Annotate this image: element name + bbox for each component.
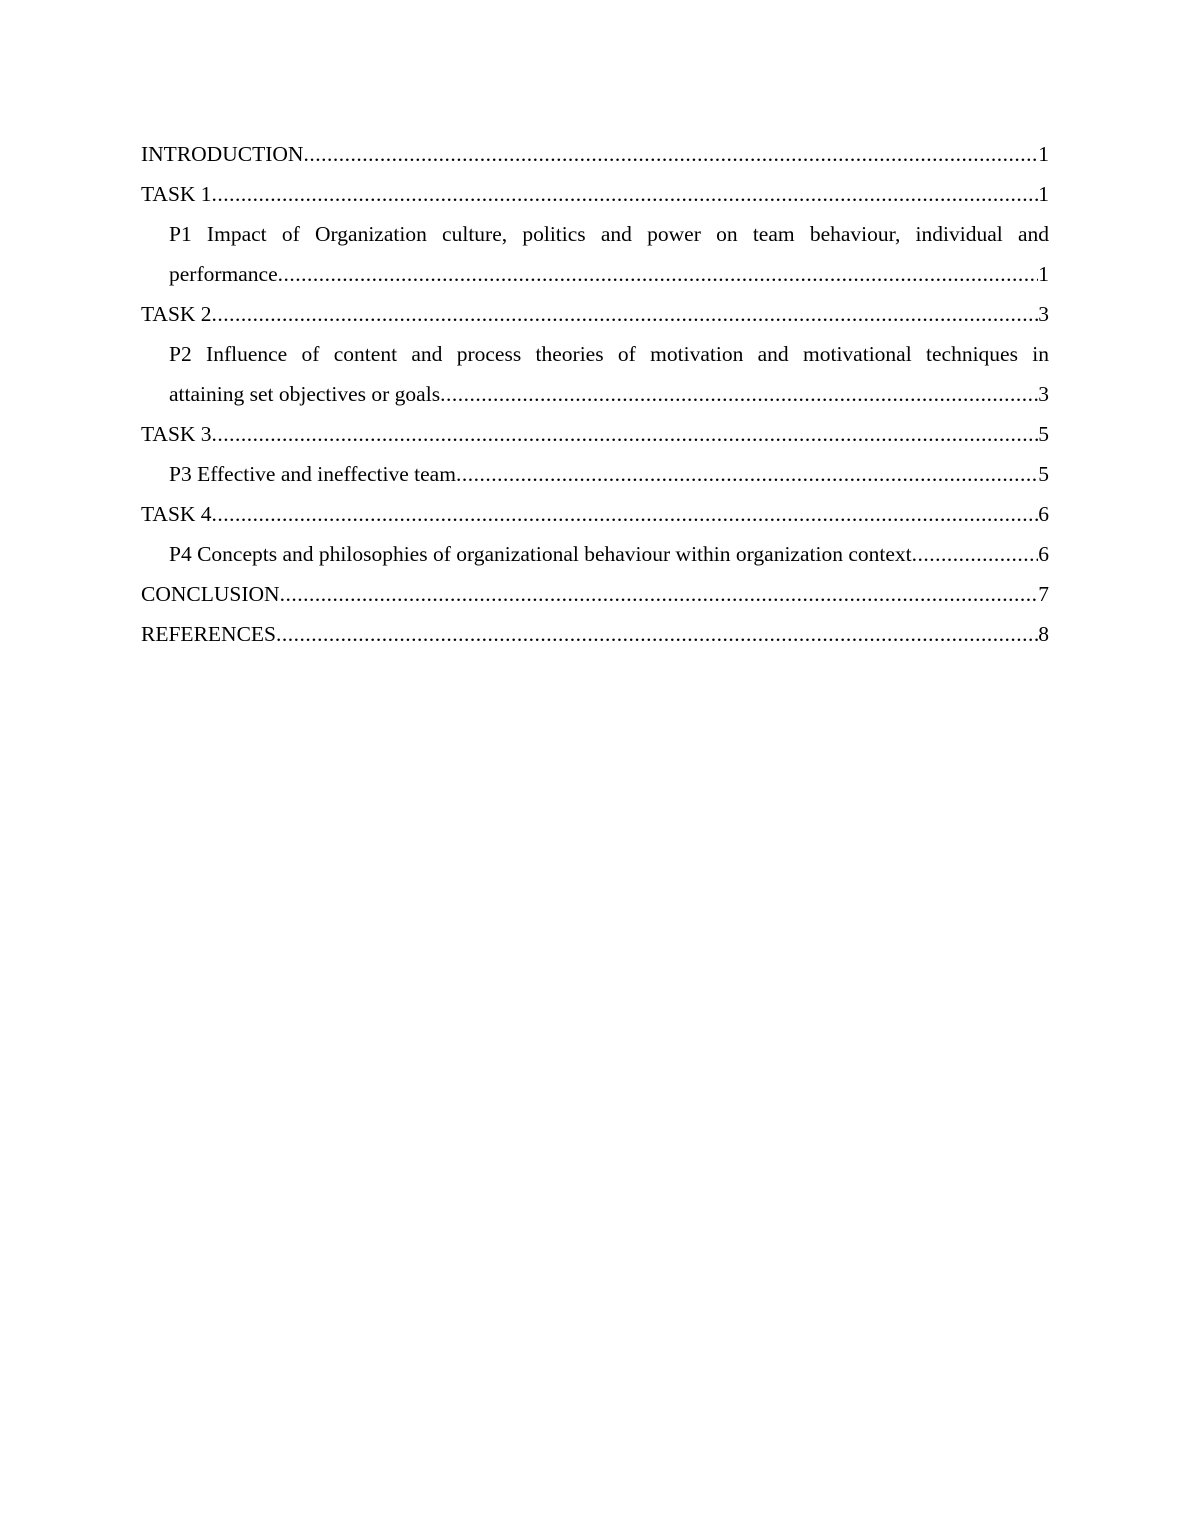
toc-entry-task-1[interactable] — [141, 174, 1049, 214]
toc-entry-title: REFERENCES — [141, 622, 276, 646]
toc-page-number: 5 — [1038, 422, 1049, 446]
table-of-contents — [141, 134, 1049, 654]
toc-entry-title: P4 Concepts and philosophies of organizational behaviour within organization context — [169, 542, 912, 566]
toc-entry-task-4[interactable] — [141, 494, 1049, 534]
toc-dot-leader — [440, 374, 1038, 414]
toc-page-number: 1 — [1038, 182, 1049, 206]
toc-entry-title: TASK 1 — [141, 182, 212, 206]
toc-entry-title: TASK 4 — [141, 502, 212, 526]
toc-page-number: 5 — [1038, 462, 1049, 486]
toc-page-number: 8 — [1038, 622, 1049, 646]
toc-entry-title: CONCLUSION — [141, 582, 280, 606]
toc-dot-leader — [456, 454, 1038, 494]
toc-entry-task-3[interactable] — [141, 414, 1049, 454]
toc-entry-title-line1: P2 Influence of content and process theories of motivation and motivational techniques in — [169, 342, 1049, 366]
toc-entry-introduction[interactable] — [141, 134, 1049, 174]
toc-dot-leader — [276, 614, 1038, 654]
toc-entry-title: TASK 2 — [141, 302, 212, 326]
toc-dot-leader — [212, 294, 1039, 334]
toc-page-number: 7 — [1038, 582, 1049, 606]
toc-dot-leader — [212, 174, 1039, 214]
toc-entry-title: attaining set objectives or goals — [169, 382, 441, 406]
toc-entry-p3[interactable] — [141, 454, 1049, 494]
toc-dot-leader — [212, 494, 1039, 534]
toc-entry-title: INTRODUCTION — [141, 142, 304, 166]
toc-page-number: 1 — [1038, 262, 1049, 286]
toc-entry-references[interactable] — [141, 614, 1049, 654]
toc-entry-title: performance — [169, 262, 278, 286]
toc-page-number: 6 — [1038, 502, 1049, 526]
toc-entry-title: P3 Effective and ineffective team — [169, 462, 456, 486]
toc-entry-title-line1: P1 Impact of Organization culture, politics and power on team behaviour, individual and — [169, 222, 1049, 246]
toc-entry-title: TASK 3 — [141, 422, 212, 446]
toc-entry-p1[interactable] — [141, 214, 1049, 294]
toc-page-number: 3 — [1038, 382, 1049, 406]
toc-entry-p4[interactable] — [141, 534, 1049, 574]
toc-dot-leader — [278, 254, 1039, 294]
toc-page-number: 1 — [1038, 142, 1049, 166]
toc-page-number: 6 — [1038, 542, 1049, 566]
toc-dot-leader — [212, 414, 1039, 454]
toc-entry-p2[interactable] — [141, 334, 1049, 414]
toc-dot-leader — [912, 534, 1039, 574]
toc-page-number: 3 — [1038, 302, 1049, 326]
toc-entry-conclusion[interactable] — [141, 574, 1049, 614]
toc-dot-leader — [303, 134, 1038, 174]
toc-entry-task-2[interactable] — [141, 294, 1049, 334]
toc-dot-leader — [280, 574, 1039, 614]
